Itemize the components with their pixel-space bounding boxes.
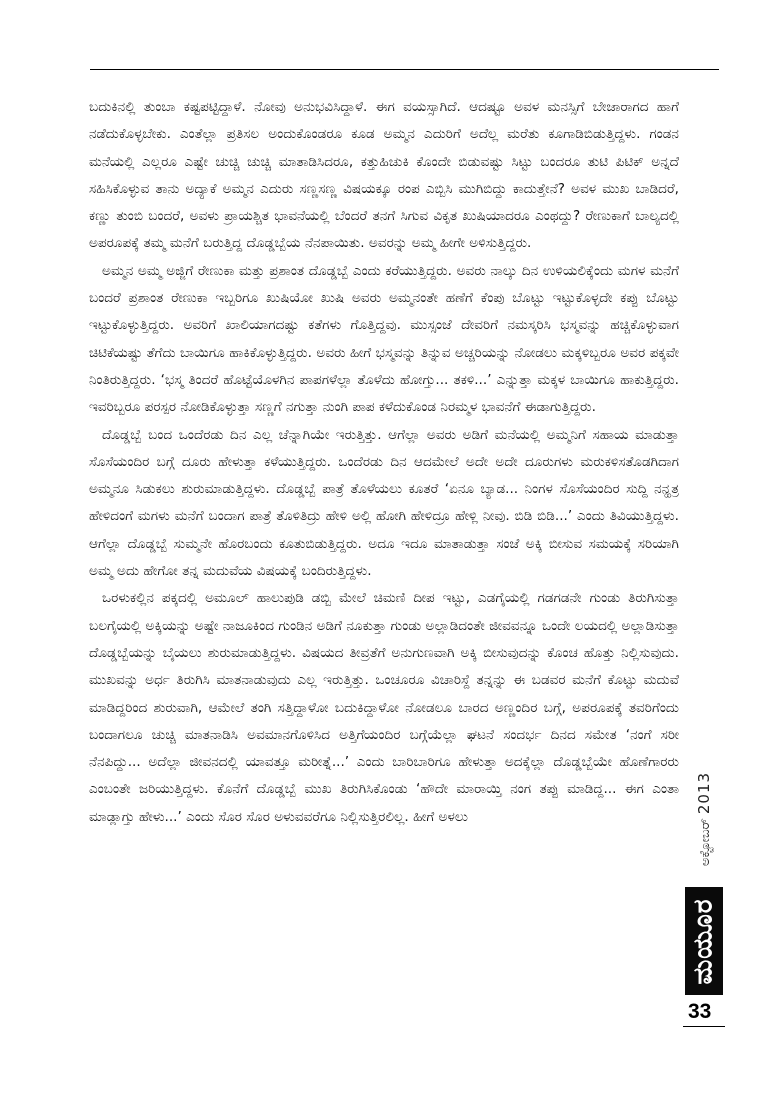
magazine-side-strip <box>684 755 724 995</box>
article-paragraph-3: ದೊಡ್ಡಬ್ಬೆ ಬಂದ ಒಂದೆರಡು ದಿನ ಎಲ್ಲ ಚೆನ್ನಾಗಿಯೇ ಇರುತ್ತಿತ್ತು. ಆಗೆಲ್ಲಾ ಅವರು ಅಡಿಗೆ ಮನೆಯಲ್ಲಿ ಅಮ್ಮನಿಗೆ ಸಹಾಯ ಮಾಡುತ್ತಾ ಸೊಸೆಯಂದಿರ ಬಗ್ಗೆ ದೂರು ಹೇಳುತ್ತಾ ಕಳೆಯುತ್ತಿದ್ದರು. ಒಂದೆರಡು ದಿನ ಆದಮೇಲೆ ಅದೇ ಅದೇ ದೂರುಗಳು ಮರುಕಳಿಸತೊಡಗಿದಾಗ ಅಮ್ಮನೂ ಸಿಡುಕಲು ಶುರುಮಾಡುತ್ತಿದ್ದಳು. ದೊಡ್ಡಬ್ಬೆ ಪಾತ್ರೆ ತೊಳೆಯಲು ಕೂತರೆ ‘ಏನೂ ಬ್ಯಾಡ... ನಿಂಗಳ ಸೊಸೆಯಂದಿರ ಸುದ್ದಿ ನನ್ಹತ್ರ ಹೇಳಿದಂಗೆ ಮಗಳು ಮನೆಗೆ ಬಂದಾಗ ಪಾತ್ರೆ ತೊಳಿತಿದ್ರು ಹೇಳಿ ಅಲ್ಲಿ ಹೋಗಿ ಹೇಳಿದ್ರೂ ಹೇಳ್ಲಿ ನೀವು. ಬಿಡಿ ಬಿಡಿ...’ ಎಂದು ತಿವಿಯುತ್ತಿದ್ದಳು. ಆಗೆಲ್ಲಾ ದೊಡ್ಡಬ್ಬೆ ಸುಮ್ಮನೇ ಹೊರಬಂದು ಕೂತುಬಿಡುತ್ತಿದ್ದರು. ಅದೂ ಇದೂ ಮಾತಾಡುತ್ತಾ ಸಂಜೆ ಅಕ್ಕಿ ಬೀಸುವ ಸಮಯಕ್ಕೆ ಸರಿಯಾಗಿ ಅಮ್ಮ ಅದು ಹೇಗೋ ತನ್ನ ಮದುವೆಯ ವಿಷಯಕ್ಕೆ ಬಂದಿರುತ್ತಿದ್ದಳು. <box>89 426 679 580</box>
footer-rule <box>683 1026 725 1027</box>
article-body <box>89 94 679 831</box>
header-rule <box>90 69 719 70</box>
magazine-logo <box>685 887 723 995</box>
page-number: 33 <box>688 1000 712 1023</box>
article-paragraph-4: ಒರಳುಕಲ್ಲಿನ ಪಕ್ಕದಲ್ಲಿ ಅಮೂಲ್ ಹಾಲುಪುಡಿ ಡಬ್ಬಿ ಮೇಲೆ ಚಿಮಣಿ ದೀಪ ಇಟ್ಟು, ಎಡಗೈಯಲ್ಲಿ ಗಡಗಡನೇ ಗುಂಡು ತಿರುಗಿಸುತ್ತಾ ಬಲಗೈಯಲ್ಲಿ ಅಕ್ಕಿಯನ್ನು ಅಷ್ಟೇ ನಾಜೂಕಿಂದ ಗುಂಡಿನ ಅಡಿಗೆ ನೂಕುತ್ತಾ ಗುಂಡು ಅಲ್ಲಾಡಿದಂತೇ ಜೀವವನ್ನೂ ಒಂದೇ ಲಯದಲ್ಲಿ ಅಲ್ಲಾಡಿಸುತ್ತಾ ದೊಡ್ಡಬ್ಬೆಯನ್ನು ಬೈಯಲು ಶುರುಮಾಡುತ್ತಿದ್ದಳು. ವಿಷಯದ ತೀವ್ರತೆಗೆ ಅನುಗುಣವಾಗಿ ಅಕ್ಕಿ ಬೀಸುವುದನ್ನು ಕೊಂಚ ಹೊತ್ತು ನಿಲ್ಲಿಸುವುದು. ಮುಖವನ್ನು ಅರ್ಧ ತಿರುಗಿಸಿ ಮಾತನಾಡುವುದು ಎಲ್ಲ ಇರುತ್ತಿತ್ತು. ಒಂಚೂರೂ ವಿಚಾರಿಸ್ದೆ ತನ್ನನ್ನು ಈ ಬಡವರ ಮನೆಗೆ ಕೊಟ್ಟು ಮದುವೆ ಮಾಡಿದ್ದರಿಂದ ಶುರುವಾಗಿ, ಆಮೇಲೆ ತಂಗಿ ಸತ್ತಿದ್ದಾಳೋ ಬದುಕಿದ್ದಾಳೋ ನೋಡಲೂ ಬಾರದ ಅಣ್ಣಂದಿರ ಬಗ್ಗೆ, ಅಪರೂಪಕ್ಕೆ ತವರಿಗೆಂದು ಬಂದಾಗಲೂ ಚುಚ್ಚಿ ಮಾತನಾಡಿಸಿ ಅವಮಾನಗೊಳಿಸಿದ ಅತ್ತಿಗೆಯಂದಿರ ಬಗ್ಗೆಯೆಲ್ಲಾ ಘಟನೆ ಸಂದರ್ಭ ದಿನದ ಸಮೇತ ‘ನಂಗೆ ಸರೀ ನೆನಪಿದ್ದು... ಅದೆಲ್ಲಾ ಜೀವನದಲ್ಲಿ ಯಾವತ್ತೂ ಮರೀತ್ನೆ...’ ಎಂದು ಬಾರಿಬಾರಿಗೂ ಹೇಳುತ್ತಾ ಅದಕ್ಕೆಲ್ಲಾ ದೊಡ್ಡಬ್ಬೆಯೇ ಹೊಣೆಗಾರರು ಎಂಬಂತೇ ಜರಿಯುತ್ತಿದ್ದಳು. ಕೊನೆಗೆ ದೊಡ್ಡಬ್ಬೆ ಮುಖ ತಿರುಗಿಸಿಕೊಂಡು ‘ಹೌದೇ ಮಾರಾಯ್ತಿ ನಂಗ ತಪ್ಪು ಮಾಡಿದ್ದ... ಈಗ ಎಂತಾ ಮಾಡ್ಲಾಗ್ತು ಹೇಳು...’ ಎಂದು ಸೊರ ಸೊರ ಅಳುವವರೆಗೂ ನಿಲ್ಲಿಸುತ್ತಿರಲಿಲ್ಲ. ಹೀಗೆ ಅಳಲು <box>89 590 679 825</box>
article-paragraph-1: ಬದುಕಿನಲ್ಲಿ ತುಂಬಾ ಕಷ್ಟಪಟ್ಟಿದ್ದಾಳೆ. ನೋವು ಅನುಭವಿಸಿದ್ದಾಳೆ. ಈಗ ವಯಸ್ಸಾಗಿದೆ. ಆದಷ್ಟೂ ಅವಳ ಮನಸ್ಸಿಗೆ ಬೇಜಾರಾಗದ ಹಾಗೆ ನಡೆದುಕೊಳ್ಳಬೇಕು. ಎಂತೆಲ್ಲಾ ಪ್ರತಿಸಲ ಅಂದುಕೊಂಡರೂ ಕೂಡ ಅಮ್ಮನ ಎದುರಿಗೆ ಅದೆಲ್ಲ ಮರೆತು ಕೂಗಾಡಿಬಿಡುತ್ತಿದ್ದಳು. ಗಂಡನ ಮನೆಯಲ್ಲಿ ಎಲ್ಲರೂ ಎಷ್ಟೇ ಚುಚ್ಚಿ ಚುಚ್ಚಿ ಮಾತಾಡಿಸಿದರೂ, ಕತ್ತುಹಿಚುಕಿ ಕೊಂದೇ ಬಿಡುವಷ್ಟು ಸಿಟ್ಟು ಬಂದರೂ ತುಟಿ ಪಿಟಿಕ್ ಅನ್ನದೆ ಸಹಿಸಿಕೊಳ್ಳುವ ತಾನು ಅದ್ಯಾಕೆ ಅಮ್ಮನ ಎದುರು ಸಣ್ಣಸಣ್ಣ ವಿಷಯಕ್ಕೂ ರಂಪ ಎಬ್ಬಿಸಿ ಮುಗಿಬಿದ್ದು ಕಾದುತ್ತೇನೆ? ಅವಳ ಮುಖ ಬಾಡಿದರೆ, ಕಣ್ಣು ತುಂಬಿ ಬಂದರೆ, ಅವಳು ಪ್ರಾಯಶ್ಚಿತ ಭಾವನೆಯಲ್ಲಿ ಬೆಂದರೆ ತನಗೆ ಸಿಗುವ ವಿಕೃತ ಖುಷಿಯಾದರೂ ಎಂಥದ್ದು? ರೇಣುಕಾಗೆ ಬಾಲ್ಯದಲ್ಲಿ ಅಪರೂಪಕ್ಕೆ ತಮ್ಮ ಮನೆಗೆ ಬರುತ್ತಿದ್ದ ದೊಡ್ಡಬ್ಬೆಯ ನೆನಪಾಯಿತು. ಅವರನ್ನು ಅಮ್ಮ ಹೀಗೇ ಅಳಿಸುತ್ತಿದ್ದರು. <box>89 99 680 252</box>
issue-year: 2013 <box>695 771 714 815</box>
issue-month: ಅಕ್ಟೋಬರ್ <box>698 818 714 867</box>
magazine-logo-text: ಮಯೂರ <box>688 898 719 984</box>
article-paragraph-2: ಅಮ್ಮನ ಅಮ್ಮ ಅಜ್ಜಿಗೆ ರೇಣುಕಾ ಮತ್ತು ಪ್ರಶಾಂತ ದೊಡ್ಡಬ್ಬೆ ಎಂದು ಕರೆಯುತ್ತಿದ್ದರು. ಅವರು ನಾಲ್ಕು ದಿನ ಉಳಿಯಲಿಕ್ಕೆಂದು ಮಗಳ ಮನೆಗೆ ಬಂದರೆ ಪ್ರಶಾಂತ ರೇಣುಕಾ ಇಬ್ಬರಿಗೂ ಖುಷಿಯೋ ಖುಷಿ ಅವರು ಅಮ್ಮನಂತೇ ಹಣೆಗೆ ಕೆಂಪು ಬೊಟ್ಟು ಇಟ್ಟುಕೊಳ್ಳದೇ ಕಪ್ಪು ಬೊಟ್ಟು ಇಟ್ಟುಕೊಳ್ಳುತ್ತಿದ್ದರು. ಅವರಿಗೆ ಖಾಲಿಯಾಗದಷ್ಟು ಕತೆಗಳು ಗೊತ್ತಿದ್ದವು. ಮುಸ್ಸಂಜೆ ದೇವರಿಗೆ ನಮಸ್ಕರಿಸಿ ಭಸ್ಮವನ್ನು ಹಚ್ಚಿಕೊಳ್ಳುವಾಗ ಚಿಟಿಕೆಯಷ್ಟು ತೆಗೆದು ಬಾಯಿಗೂ ಹಾಕಿಕೊಳ್ಳುತ್ತಿದ್ದರು. ಅವರು ಹೀಗೆ ಭಸ್ಮವನ್ನು ತಿನ್ನುವ ಅಚ್ಚರಿಯನ್ನು ನೋಡಲು ಮಕ್ಕಳಿಬ್ಬರೂ ಅವರ ಪಕ್ಕವೇ ನಿಂತಿರುತ್ತಿದ್ದರು. ‘ಭಸ್ಮ ತಿಂದರೆ ಹೊಟ್ಟೆಯೊಳಗಿನ ಪಾಪಗಳೆಲ್ಲಾ ತೊಳೆದು ಹೋಗ್ತು... ತಕಳಿ...’ ಎನ್ನುತ್ತಾ ಮಕ್ಕಳ ಬಾಯಿಗೂ ಹಾಕುತ್ತಿದ್ದರು. ಇವರಿಬ್ಬರೂ ಪರಸ್ಪರ ನೋಡಿಕೊಳ್ಳುತ್ತಾ ಸಣ್ಣಗೆ ನಗುತ್ತಾ ನುಂಗಿ ಪಾಪ ಕಳೆದುಕೊಂಡ ನಿರಮ್ಮಳ ಭಾವನೆಗೆ ಈಡಾಗುತ್ತಿದ್ದರು. <box>89 262 679 416</box>
issue-date <box>684 755 724 883</box>
